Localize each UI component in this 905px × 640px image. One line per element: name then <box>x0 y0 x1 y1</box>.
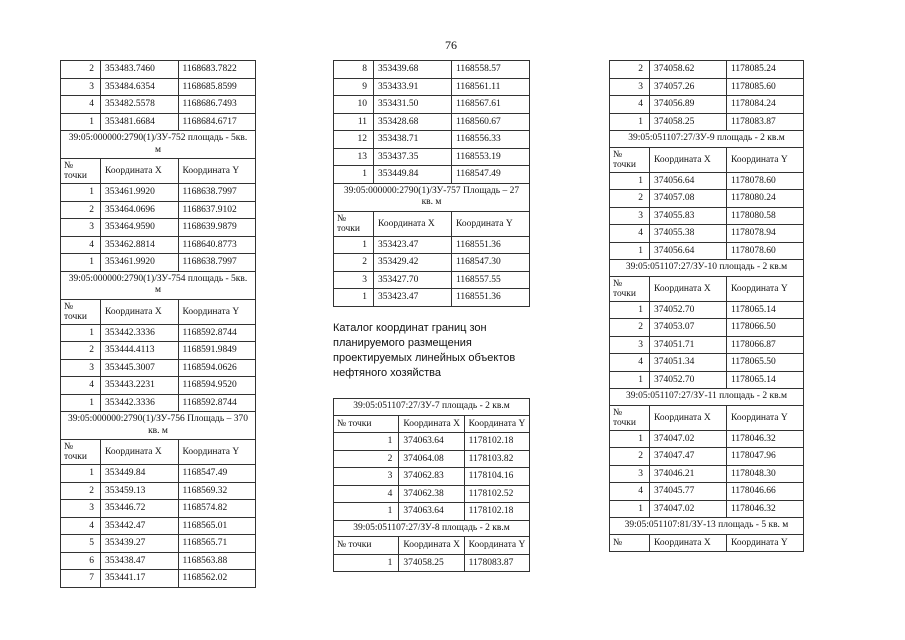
table-row <box>610 319 804 337</box>
coordinate-y: 1178065.14 <box>727 301 804 319</box>
coordinate-x: 374058.62 <box>650 61 727 79</box>
coordinate-y: 1168594.0626 <box>178 359 256 377</box>
table-row <box>610 430 804 448</box>
point-number: 1 <box>61 394 101 412</box>
table-row <box>334 236 530 254</box>
table-row <box>610 301 804 319</box>
coordinate-y-header: Координата Y <box>178 299 256 324</box>
coordinate-y: 1178065.50 <box>727 354 804 372</box>
coordinate-y: 1178046.32 <box>727 430 804 448</box>
coordinate-x: 374063.64 <box>399 503 464 521</box>
table-header-row <box>334 537 530 555</box>
coordinate-y: 1168561.11 <box>452 78 530 96</box>
coordinate-y: 1178047.96 <box>727 448 804 466</box>
plot-caption-row <box>61 131 256 159</box>
table-row <box>334 254 530 272</box>
coordinate-y: 1168558.57 <box>452 61 530 79</box>
coordinate-x: 353462.8814 <box>101 236 179 254</box>
coordinate-x: 353442.47 <box>101 517 179 535</box>
coordinate-y: 1168557.55 <box>452 271 530 289</box>
point-number: 1 <box>61 254 101 272</box>
table-row <box>61 552 256 570</box>
plot-caption-row <box>61 271 256 299</box>
coordinate-x: 353461.9920 <box>101 184 179 202</box>
coordinate-y: 1178066.50 <box>727 319 804 337</box>
coordinate-x: 353461.9920 <box>101 254 179 272</box>
coordinate-x: 353439.68 <box>374 61 452 79</box>
coordinate-x: 374056.64 <box>650 242 727 260</box>
table-header-row <box>61 299 256 324</box>
coordinate-x: 374064.08 <box>399 450 464 468</box>
plot-caption-row <box>61 412 256 440</box>
plot-caption-row <box>610 389 804 406</box>
point-number: 4 <box>610 354 650 372</box>
coordinate-y: 1178085.60 <box>727 78 804 96</box>
table-row <box>610 172 804 190</box>
table-row <box>61 236 256 254</box>
coordinate-x: 353483.7460 <box>101 61 179 79</box>
point-number: 4 <box>61 377 101 395</box>
table-row <box>610 242 804 260</box>
table-row <box>610 207 804 225</box>
coordinate-y: 1178066.87 <box>727 336 804 354</box>
point-number: 4 <box>61 236 101 254</box>
table-row <box>334 503 530 521</box>
point-number: 3 <box>610 78 650 96</box>
table-row <box>334 271 530 289</box>
coordinate-y: 1168560.67 <box>452 113 530 131</box>
coordinates-table <box>60 60 256 588</box>
coordinate-y: 1168594.9520 <box>178 377 256 395</box>
table-row <box>610 61 804 79</box>
coordinate-y: 1168640.8773 <box>178 236 256 254</box>
table-row <box>610 371 804 389</box>
coordinate-x: 374057.26 <box>650 78 727 96</box>
coordinates-table-column-2 <box>333 60 530 307</box>
coordinate-y-header: Координата Y <box>464 415 529 433</box>
point-number: 9 <box>334 78 374 96</box>
coordinate-y: 1178046.66 <box>727 483 804 501</box>
point-number-header: № точки <box>610 276 650 301</box>
point-number: 1 <box>334 554 399 572</box>
point-number-header: № точки <box>610 147 650 172</box>
table-header-row <box>610 534 804 552</box>
plot-caption-row <box>610 518 804 535</box>
table-header-row <box>610 405 804 430</box>
table-row <box>61 96 256 114</box>
point-number-header: № точки <box>334 537 399 555</box>
point-number-header: № точки <box>61 159 101 184</box>
coordinate-x: 374056.89 <box>650 96 727 114</box>
coordinate-x: 374047.02 <box>650 430 727 448</box>
point-number: 3 <box>610 207 650 225</box>
point-number: 2 <box>61 201 101 219</box>
table-row <box>61 342 256 360</box>
coordinate-x: 353443.2231 <box>101 377 179 395</box>
coordinate-x: 353428.68 <box>374 113 452 131</box>
point-number: 1 <box>610 113 650 131</box>
table-header-row <box>610 147 804 172</box>
coordinate-x: 374045.77 <box>650 483 727 501</box>
table-row <box>334 289 530 307</box>
coordinate-x: 353431.50 <box>374 96 452 114</box>
coordinate-y-header: Координата Y <box>178 159 256 184</box>
coordinate-x: 353438.71 <box>374 131 452 149</box>
table-header-row <box>334 211 530 236</box>
coordinate-y: 1178102.18 <box>464 503 529 521</box>
coordinate-x: 353437.35 <box>374 148 452 166</box>
table-row <box>610 225 804 243</box>
coordinate-x: 353481.6684 <box>101 113 179 131</box>
coordinate-y: 1168565.01 <box>178 517 256 535</box>
coordinate-x: 353439.27 <box>101 535 179 553</box>
coordinate-y: 1178104.16 <box>464 468 529 486</box>
coordinate-x: 374052.70 <box>650 371 727 389</box>
point-number: 2 <box>61 342 101 360</box>
coordinate-y: 1168637.9102 <box>178 201 256 219</box>
coordinate-x: 374058.25 <box>650 113 727 131</box>
table-row <box>61 78 256 96</box>
coordinate-y: 1168684.6717 <box>178 113 256 131</box>
point-number-header: № точки <box>61 299 101 324</box>
coordinate-x: 374047.02 <box>650 500 727 518</box>
table-row <box>61 113 256 131</box>
point-number: 3 <box>61 78 101 96</box>
coordinate-y: 1178102.18 <box>464 433 529 451</box>
coordinate-y: 1168553.19 <box>452 148 530 166</box>
point-number: 4 <box>610 225 650 243</box>
coordinate-y: 1178080.58 <box>727 207 804 225</box>
coordinate-x: 374052.70 <box>650 301 727 319</box>
coordinate-x: 374062.38 <box>399 485 464 503</box>
coordinate-x-header: Координата X <box>650 405 727 430</box>
coordinate-y: 1178083.87 <box>464 554 529 572</box>
table-row <box>61 254 256 272</box>
plot-caption: 39:05:051107:27/ЗУ-9 площадь - 2 кв.м <box>610 131 804 148</box>
table-row <box>61 500 256 518</box>
coordinates-table-column-1 <box>60 60 256 588</box>
point-number: 2 <box>61 61 101 79</box>
table-row <box>334 166 530 184</box>
point-number: 2 <box>610 319 650 337</box>
point-number: 2 <box>610 448 650 466</box>
coordinate-x: 374051.34 <box>650 354 727 372</box>
coordinate-x-header: Координата X <box>374 211 452 236</box>
plot-caption: 39:05:051107:27/ЗУ-7 площадь - 2 кв.м <box>334 399 530 416</box>
point-number: 1 <box>610 172 650 190</box>
coordinate-y: 1168562.02 <box>178 570 256 588</box>
plot-caption: 39:05:000000:2790(1)/ЗУ-757 Площадь – 27 кв. м <box>334 183 530 211</box>
coordinate-y: 1178084.24 <box>727 96 804 114</box>
coordinate-y: 1178078.94 <box>727 225 804 243</box>
point-number-header: № точки <box>334 211 374 236</box>
table-row <box>334 131 530 149</box>
coordinate-x: 374063.64 <box>399 433 464 451</box>
coordinate-y: 1178065.14 <box>727 371 804 389</box>
table-row <box>610 500 804 518</box>
table-row <box>610 354 804 372</box>
plot-caption: 39:05:051107:81/ЗУ-13 площадь - 5 кв. м <box>610 518 804 535</box>
coordinate-y-header: Координата Y <box>178 440 256 465</box>
coordinate-y: 1168565.71 <box>178 535 256 553</box>
point-number: 4 <box>334 485 399 503</box>
coordinate-y: 1168547.30 <box>452 254 530 272</box>
point-number: 1 <box>334 236 374 254</box>
point-number: 2 <box>610 61 650 79</box>
table-header-row <box>61 159 256 184</box>
point-number: 8 <box>334 61 374 79</box>
table-row <box>610 483 804 501</box>
coordinate-x: 353433.91 <box>374 78 452 96</box>
coordinate-x: 353459.13 <box>101 482 179 500</box>
table-row <box>61 324 256 342</box>
table-row <box>61 394 256 412</box>
point-number: 3 <box>334 468 399 486</box>
plot-caption: 39:05:051107:27/ЗУ-10 площадь - 2 кв.м <box>610 260 804 277</box>
point-number: 2 <box>61 482 101 500</box>
coordinate-x: 353449.84 <box>101 465 179 483</box>
coordinate-y: 1168574.82 <box>178 500 256 518</box>
point-number: 4 <box>610 483 650 501</box>
table-row <box>61 465 256 483</box>
table-row <box>61 219 256 237</box>
coordinate-y-header: Координата Y <box>727 147 804 172</box>
coordinate-x: 374062.83 <box>399 468 464 486</box>
coordinates-table <box>333 60 530 307</box>
point-number: 4 <box>610 96 650 114</box>
coordinate-y-header: Координата Y <box>452 211 530 236</box>
table-row <box>61 535 256 553</box>
coordinate-x-header: Координата X <box>650 147 727 172</box>
coordinate-y: 1168563.88 <box>178 552 256 570</box>
table-row <box>610 448 804 466</box>
coordinate-x: 353423.47 <box>374 289 452 307</box>
point-number: 4 <box>61 517 101 535</box>
point-number: 1 <box>334 433 399 451</box>
point-number: 3 <box>610 336 650 354</box>
table-header-row <box>610 276 804 301</box>
point-number: 11 <box>334 113 374 131</box>
coordinate-x: 353427.70 <box>374 271 452 289</box>
table-row <box>61 184 256 202</box>
point-number: 1 <box>334 289 374 307</box>
coordinates-table-column-2-lower <box>333 398 530 572</box>
point-number: 12 <box>334 131 374 149</box>
plot-caption: 39:05:051107:27/ЗУ-8 площадь - 2 кв.м <box>334 520 530 537</box>
coordinate-x: 374055.83 <box>650 207 727 225</box>
point-number-header: № точки <box>610 405 650 430</box>
coordinate-y: 1168551.36 <box>452 236 530 254</box>
point-number: 1 <box>61 113 101 131</box>
point-number: 1 <box>610 500 650 518</box>
coordinate-x: 353442.3336 <box>101 324 179 342</box>
coordinate-y: 1178103.82 <box>464 450 529 468</box>
point-number: 1 <box>610 301 650 319</box>
coordinate-x-header: Координата X <box>650 534 727 552</box>
plot-caption-row <box>334 399 530 416</box>
point-number: 4 <box>61 96 101 114</box>
coordinate-y-header: Координата Y <box>727 405 804 430</box>
coordinate-y-header: Координата Y <box>727 534 804 552</box>
table-row <box>61 201 256 219</box>
point-number: 1 <box>334 503 399 521</box>
plot-caption-row <box>334 183 530 211</box>
point-number: 1 <box>61 324 101 342</box>
coordinate-y: 1168638.7997 <box>178 184 256 202</box>
table-row <box>61 517 256 535</box>
coordinate-y: 1178102.52 <box>464 485 529 503</box>
coordinate-y: 1168683.7822 <box>178 61 256 79</box>
table-row <box>61 482 256 500</box>
point-number: 2 <box>334 254 374 272</box>
table-row <box>334 485 530 503</box>
coordinate-y: 1178078.60 <box>727 242 804 260</box>
coordinate-y: 1178085.24 <box>727 61 804 79</box>
coordinate-x-header: Координата X <box>101 299 179 324</box>
coordinates-table <box>333 398 530 572</box>
point-number: 1 <box>610 430 650 448</box>
coordinate-x: 374057.08 <box>650 190 727 208</box>
coordinate-y: 1168567.61 <box>452 96 530 114</box>
coordinate-x: 353449.84 <box>374 166 452 184</box>
coordinate-y: 1168686.7493 <box>178 96 256 114</box>
point-number-header: № <box>610 534 650 552</box>
coordinate-x-header: Координата X <box>101 159 179 184</box>
plot-caption: 39:05:000000:2790(1)/ЗУ-752 площадь - 5кв. м <box>61 131 256 159</box>
coordinate-y: 1178048.30 <box>727 465 804 483</box>
table-row <box>334 450 530 468</box>
coordinate-x: 374058.25 <box>399 554 464 572</box>
table-row <box>61 359 256 377</box>
page-number: 76 <box>445 38 457 52</box>
table-row <box>334 113 530 131</box>
table-row <box>61 377 256 395</box>
table-row <box>334 61 530 79</box>
coordinates-table <box>609 60 804 552</box>
coordinate-x: 353442.3336 <box>101 394 179 412</box>
table-row <box>610 190 804 208</box>
coordinate-y: 1178080.24 <box>727 190 804 208</box>
point-number: 2 <box>610 190 650 208</box>
point-number: 1 <box>334 166 374 184</box>
point-number: 1 <box>61 184 101 202</box>
coordinate-y: 1168556.33 <box>452 131 530 149</box>
point-number: 5 <box>61 535 101 553</box>
point-number: 1 <box>610 371 650 389</box>
coordinate-x: 353423.47 <box>374 236 452 254</box>
point-number: 1 <box>61 465 101 483</box>
coordinate-x: 353464.0696 <box>101 201 179 219</box>
coordinate-x: 353441.17 <box>101 570 179 588</box>
coordinate-x: 353446.72 <box>101 500 179 518</box>
point-number: 3 <box>61 500 101 518</box>
coordinate-x-header: Координата X <box>399 415 464 433</box>
coordinate-y: 1168638.7997 <box>178 254 256 272</box>
table-row <box>334 554 530 572</box>
table-row <box>610 96 804 114</box>
plot-caption: 39:05:000000:2790(1)/ЗУ-756 Площадь – 370 кв. м <box>61 412 256 440</box>
coordinate-x: 374051.71 <box>650 336 727 354</box>
coordinate-y: 1178046.32 <box>727 500 804 518</box>
coordinate-x: 353429.42 <box>374 254 452 272</box>
plot-caption-row <box>610 260 804 277</box>
coordinate-y: 1168547.49 <box>452 166 530 184</box>
point-number: 10 <box>334 96 374 114</box>
coordinate-x: 353484.6354 <box>101 78 179 96</box>
point-number-header: № точки <box>334 415 399 433</box>
coordinate-x: 374047.47 <box>650 448 727 466</box>
coordinate-x: 353444.4113 <box>101 342 179 360</box>
coordinates-table-column-3 <box>609 60 804 552</box>
table-row <box>61 61 256 79</box>
coordinate-y: 1168551.36 <box>452 289 530 307</box>
table-row <box>610 78 804 96</box>
point-number: 7 <box>61 570 101 588</box>
plot-caption-row <box>334 520 530 537</box>
plot-caption: 39:05:000000:2790(1)/ЗУ-754 площадь - 5кв. м <box>61 271 256 299</box>
table-row <box>610 336 804 354</box>
point-number: 2 <box>334 450 399 468</box>
plot-caption-row <box>610 131 804 148</box>
table-header-row <box>61 440 256 465</box>
coordinate-y: 1168592.8744 <box>178 324 256 342</box>
table-row <box>334 96 530 114</box>
coordinate-x: 353464.9590 <box>101 219 179 237</box>
table-row <box>610 113 804 131</box>
coordinate-x-header: Координата X <box>650 276 727 301</box>
point-number: 13 <box>334 148 374 166</box>
coordinate-y: 1168591.9849 <box>178 342 256 360</box>
table-row <box>334 148 530 166</box>
table-row <box>334 468 530 486</box>
table-header-row <box>334 415 530 433</box>
point-number-header: № точки <box>61 440 101 465</box>
point-number: 3 <box>61 359 101 377</box>
coordinate-x: 353482.5578 <box>101 96 179 114</box>
table-row <box>334 433 530 451</box>
coordinate-x-header: Координата X <box>399 537 464 555</box>
point-number: 1 <box>610 242 650 260</box>
coordinate-x: 353445.3007 <box>101 359 179 377</box>
coordinate-y: 1168569.32 <box>178 482 256 500</box>
coordinate-x: 374055.38 <box>650 225 727 243</box>
coordinate-y: 1178083.87 <box>727 113 804 131</box>
plot-caption: 39:05:051107:27/ЗУ-11 площадь - 2 кв.м <box>610 389 804 406</box>
coordinate-x: 374053.07 <box>650 319 727 337</box>
coordinate-y-header: Координата Y <box>727 276 804 301</box>
point-number: 3 <box>61 219 101 237</box>
catalog-heading: Каталог координат границ зон планируемого размещения проектируемых линейных объектов нефтяного хозяйства <box>333 322 516 379</box>
point-number: 3 <box>334 271 374 289</box>
point-number: 6 <box>61 552 101 570</box>
coordinate-x: 374056.64 <box>650 172 727 190</box>
coordinate-y: 1168592.8744 <box>178 394 256 412</box>
coordinate-y: 1178078.60 <box>727 172 804 190</box>
coordinate-x-header: Координата X <box>101 440 179 465</box>
coordinate-y: 1168685.8599 <box>178 78 256 96</box>
table-row <box>61 570 256 588</box>
point-number: 3 <box>610 465 650 483</box>
table-row <box>610 465 804 483</box>
coordinate-y-header: Координата Y <box>464 537 529 555</box>
coordinate-y: 1168547.49 <box>178 465 256 483</box>
coordinate-y: 1168639.9879 <box>178 219 256 237</box>
coordinate-x: 353438.47 <box>101 552 179 570</box>
coordinate-x: 374046.21 <box>650 465 727 483</box>
table-row <box>334 78 530 96</box>
